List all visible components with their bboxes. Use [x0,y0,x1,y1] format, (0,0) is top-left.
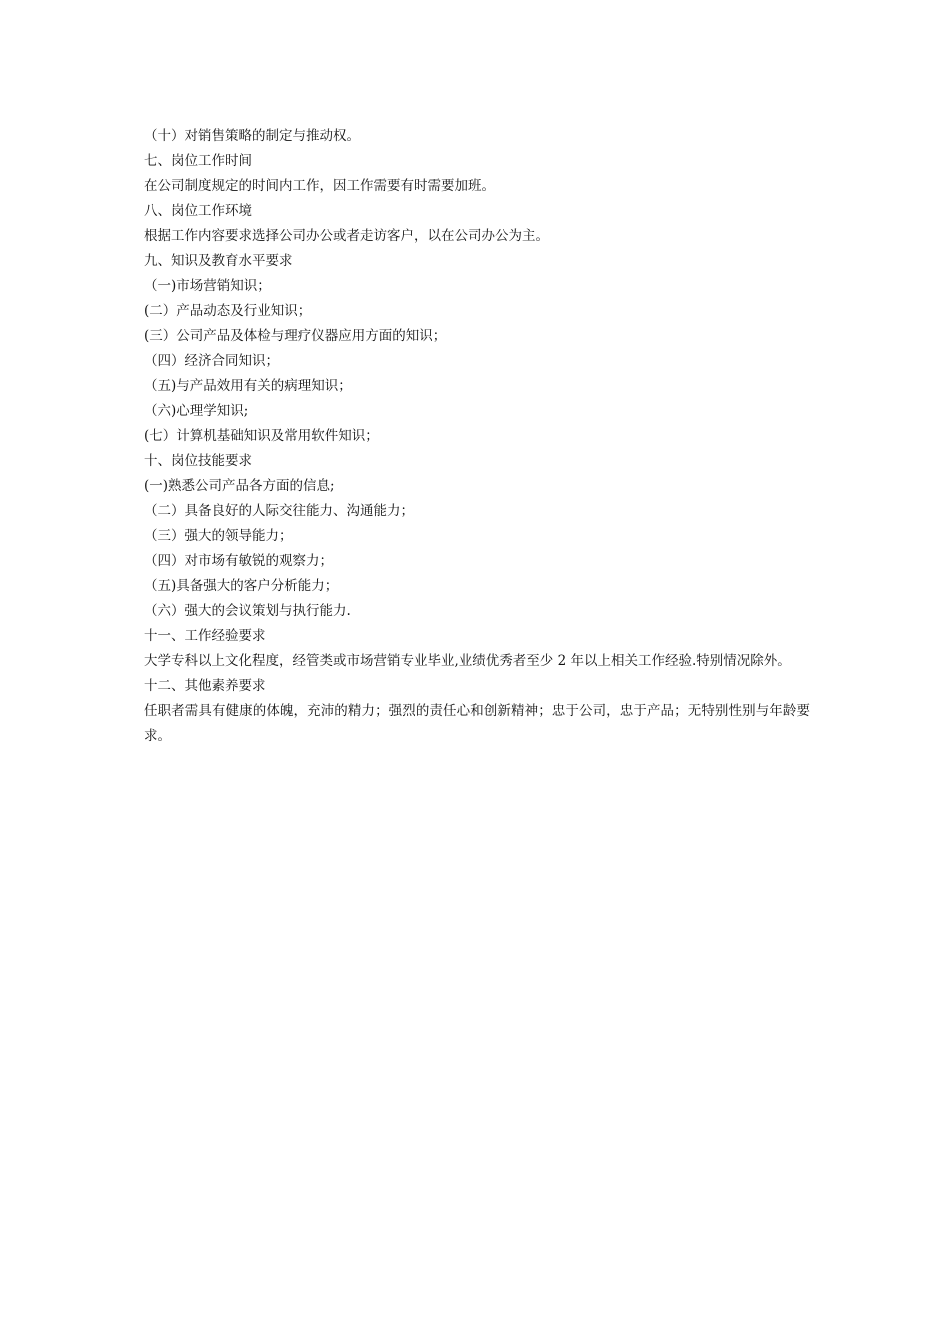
list-item: （六）强大的会议策划与执行能力. [144,603,351,619]
other-requirements-paragraph: 任职者需具有健康的体魄，充沛的精力；强烈的责任心和创新精神；忠于公司，忠于产品；无特别性别与年龄要求。 [144,703,810,744]
list-item: （五)与产品效用有关的病理知识； [144,378,352,394]
list-item: （六)心理学知识; [144,403,249,419]
section-heading: 九、知识及教育水平要求 [144,253,293,269]
list-item: (一)熟悉公司产品各方面的信息; [144,478,335,494]
list-item: （三）强大的领导能力； [144,528,293,544]
list-item: （二）具备良好的人际交往能力、沟通能力； [144,503,414,519]
document-body [144,124,810,749]
experience-paragraph: 大学专科以上文化程度，经管类或市场营销专业毕业,业绩优秀者至少 2 年以上相关工作经验.特别情况除外。 [144,653,791,669]
section-heading: 十二、其他素养要求 [144,678,266,694]
section-heading: 十、岗位技能要求 [144,453,252,469]
list-item: （五)具备强大的客户分析能力； [144,578,339,594]
list-item: （一)市场营销知识； [144,278,271,294]
list-item: （四）对市场有敏锐的观察力； [144,553,333,569]
section-heading: 十一、工作经验要求 [144,628,266,644]
list-item: （四）经济合同知识； [144,353,279,369]
section-heading: 七、岗位工作时间 [144,153,252,169]
text-line: （十）对销售策略的制定与推动权。 [144,128,360,144]
text-line: 根据工作内容要求选择公司办公或者走访客户，以在公司办公为主。 [144,228,549,244]
text-line: 在公司制度规定的时间内工作，因工作需要有时需要加班。 [144,178,495,194]
list-item: (三）公司产品及体检与理疗仪器应用方面的知识； [144,328,447,344]
section-heading: 八、岗位工作环境 [144,203,252,219]
list-item: (二）产品动态及行业知识； [144,303,312,319]
list-item: (七）计算机基础知识及常用软件知识； [144,428,379,444]
